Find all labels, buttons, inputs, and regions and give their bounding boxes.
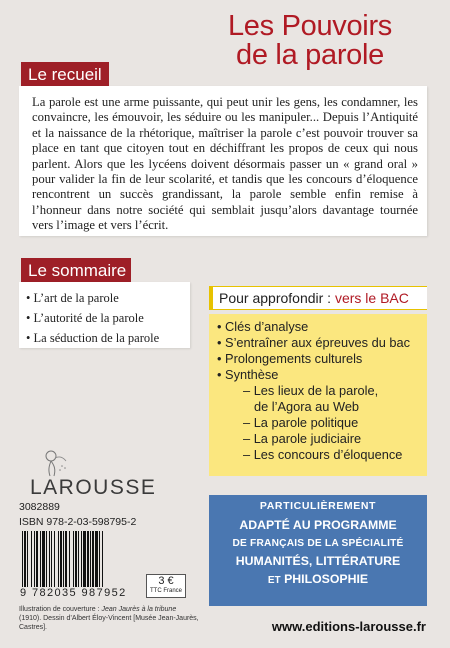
approfondir-item: • Prolongements culturels [217, 351, 427, 367]
sommaire-heading: Le sommaire [21, 258, 131, 283]
banner-line: ADAPTÉ AU PROGRAMME [239, 518, 397, 532]
publisher-url[interactable]: www.editions-larousse.fr [271, 619, 426, 634]
isbn: ISBN 978-2-03-598795-2 [19, 516, 137, 528]
synthese-item: – La parole judiciaire [243, 431, 427, 447]
title-line-2: de la parole [236, 39, 384, 71]
approfondir-list [209, 314, 427, 476]
sower-icon [36, 448, 70, 478]
sommaire-item: • L’autorité de la parole [26, 308, 190, 328]
approfondir-prefix: Pour approfondir : [219, 290, 335, 306]
book-title [210, 12, 410, 70]
sommaire-item: • La séduction de la parole [26, 328, 190, 348]
recueil-text: La parole est une arme puissante, qui peut unir les gens, les condamner, les convaincre, les émouvoir, les séduire ou les manipuler... Depuis l’Antiquité et la naissance de la rhétorique, maîtriser la parole c’est pouvoir trouver sa place en tant que citoyen tout en déchiffrant les propos de ceux qui nous parlent. Alors que les lycéens doivent désormais passer un « grand oral » pour valider la fin de leur scolarité, et tandis que les concours d’éloquence rencontrent un succès grandissant, la parole semble enfin remise à l’honneur dans notre société qui semblait jusqu’alors davantage tournée vers l’image et vers l’écrit. [19, 86, 427, 236]
banner-line: DE FRANÇAIS DE LA SPÉCIALITÉ [232, 538, 404, 549]
approfondir-highlight: vers le BAC [334, 290, 409, 306]
synthese-item: – Les lieux de la parole, de l’Agora au Web [243, 383, 427, 415]
recueil-heading: Le recueil [21, 62, 109, 87]
approfondir-heading [209, 286, 427, 310]
sommaire-item: • L’art de la parole [26, 288, 190, 308]
synthese-item: – Les concours d’éloquence [243, 447, 427, 463]
cover-credit: Illustration de couverture : Jean Jaurès à la tribune (1910). Dessin d’Albert Éloy-Vincent [Musée Jean-Jaurès, Castres]. [19, 606, 199, 631]
logo-text: LAROUSSE [30, 476, 157, 499]
price-ttc: TTC France [149, 588, 182, 594]
synthese-item: – La parole politique [243, 415, 427, 431]
price: 3 € [158, 575, 174, 587]
sommaire-list [19, 282, 190, 348]
programme-banner [209, 495, 427, 606]
barcode [20, 531, 142, 587]
approfondir-item: • Clés d’analyse [217, 319, 427, 335]
barcode-number: 9 782035 987952 [20, 587, 127, 599]
synthese-sublist [217, 383, 427, 463]
banner-line: HUMANITÉS, LITTÉRATURE [235, 554, 401, 568]
product-code: 3082889 [19, 501, 60, 513]
price-box [146, 574, 186, 598]
approfondir-item: • S’entraîner aux épreuves du bac [217, 335, 427, 351]
approfondir-item: • Synthèse [217, 367, 427, 383]
synthese-item-continuation: de l’Agora au Web [254, 399, 360, 414]
title-line-1: Les Pouvoirs [227, 10, 393, 42]
banner-line: ET PHILOSOPHIE [267, 572, 369, 586]
banner-line: PARTICULIÈREMENT [259, 500, 377, 512]
